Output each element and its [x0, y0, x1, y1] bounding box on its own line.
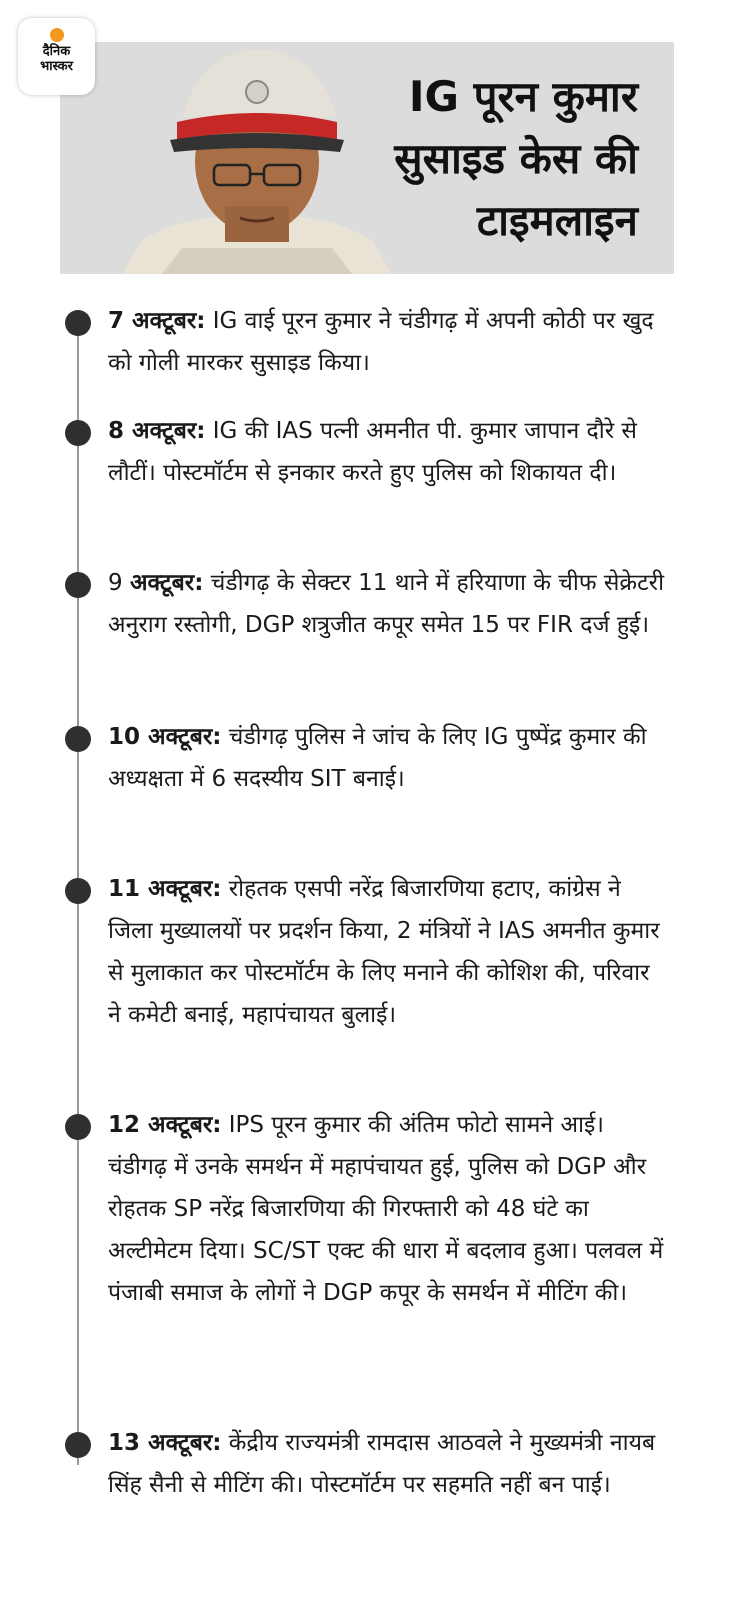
entry-date: 12 अक्टूबर:: [108, 1112, 222, 1138]
entry-date: 8 अक्टूबर:: [108, 418, 206, 444]
timeline-bullet-icon: [65, 310, 91, 336]
title-line-2: सुसाइड केस की: [394, 134, 638, 183]
entry-date: 7 अक्टूबर:: [108, 308, 206, 334]
title-line-3: टाइमलाइन: [476, 196, 638, 245]
page-title: [394, 66, 638, 252]
timeline-entry-oct-9: [108, 562, 668, 646]
entry-text: रोहतक एसपी नरेंद्र बिजारणिया हटाए, कांग्रेस ने जिला मुख्यालयों पर प्रदर्शन किया, 2 मंत्रियों ने IAS अमनीत कुमार से मुलाकात कर पोस्टमॉर्टम के लिए मनाने की कोशिश की, परिवार ने कमेटी बनाई, महापंचायत बुलाई।: [108, 876, 660, 1028]
timeline-bullet-icon: [65, 726, 91, 752]
entry-date: 10 अक्टूबर:: [108, 724, 222, 750]
entry-text: IG वाई पूरन कुमार ने चंडीगढ़ में अपनी कोठी पर खुद को गोली मारकर सुसाइड किया।: [108, 308, 654, 376]
entry-date: 11 अक्टूबर:: [108, 876, 222, 902]
timeline-bullet-icon: [65, 1114, 91, 1140]
timeline-entry-oct-10: [108, 716, 668, 800]
timeline-bullet-icon: [65, 572, 91, 598]
timeline-entry-oct-13: [108, 1422, 668, 1506]
entry-text: चंडीगढ़ पुलिस ने जांच के लिए IG पुष्पेंद्र कुमार की अध्यक्षता में 6 सदस्यीय SIT बनाई।: [108, 724, 647, 792]
timeline-entry-oct-8: [108, 410, 668, 494]
entry-text: केंद्रीय राज्यमंत्री रामदास आठवले ने मुख्यमंत्री नायब सिंह सैनी से मीटिंग की। पोस्टमॉर्टम पर सहमति नहीं बन पाई।: [108, 1430, 656, 1498]
brand-logo: [18, 18, 95, 95]
logo-line-1: दैनिक: [42, 44, 71, 59]
logo-line-2: भास्कर: [40, 59, 73, 74]
timeline-entry-oct-12: [108, 1104, 668, 1314]
entry-text: IG की IAS पत्नी अमनीत पी. कुमार जापान दौरे से लौटीं। पोस्टमॉर्टम से इनकार करते हुए पुलिस को शिकायत दी।: [108, 418, 637, 486]
entry-date: अक्टूबर:: [129, 570, 204, 596]
entry-date: 13 अक्टूबर:: [108, 1430, 222, 1456]
entry-text: चंडीगढ़ के सेक्टर 11 थाने में हरियाणा के चीफ सेक्रेटरी अनुराग रस्तोगी, DGP शत्रुजीत कपूर समेत 15 पर FIR दर्ज हुई।: [108, 570, 665, 638]
timeline-bullet-icon: [65, 1432, 91, 1458]
timeline-entry-oct-7: [108, 300, 668, 384]
entry-date-number: 9: [108, 570, 130, 596]
officer-portrait-illustration: [122, 42, 392, 274]
timeline-bullet-icon: [65, 420, 91, 446]
header-banner: [60, 42, 674, 274]
timeline-bullet-icon: [65, 878, 91, 904]
title-line-1: IG पूरन कुमार: [408, 72, 638, 121]
entry-text: IPS पूरन कुमार की अंतिम फोटो सामने आई। चंडीगढ़ में उनके समर्थन में महापंचायत हुई, पुलिस को DGP और रोहतक SP नरेंद्र बिजारणिया की गिरफ्तारी को 48 घंटे का अल्टीमेटम दिया। SC/ST एक्ट की धारा में बदलाव हुआ। पलवल में पंजाबी समाज के लोगों ने DGP कपूर के समर्थन में मीटिंग की।: [108, 1112, 664, 1306]
logo-sun-icon: [50, 28, 64, 42]
timeline-entry-oct-11: [108, 868, 668, 1036]
